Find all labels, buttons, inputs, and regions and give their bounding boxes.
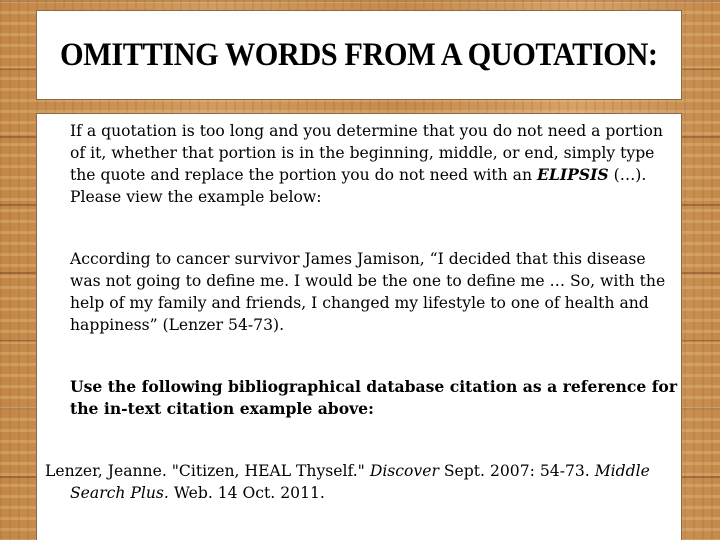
intro-tail: (…). Please view the example below: <box>70 166 647 206</box>
citation-author-title: Lenzer, Jeanne. "Citizen, HEAL Thyself." <box>45 462 370 480</box>
citation-publication: Discover <box>369 462 439 480</box>
example-quote-paragraph: According to cancer survivor James Jamison, “I decided that this disease was not going to define me. I would be the one to define me … So, with the help of my family and friends, I changed my lifestyle to one of health and happiness” (Lenzer 54-73). <box>70 250 666 334</box>
intro-paragraph <box>70 120 678 208</box>
intro-text: If a quotation is too long and you determine that you do not need a portion of it, whether that portion is in the beginning, middle, or end, simply type the quote and replace the portion you do not need with an <box>70 122 663 184</box>
citation-database: Middle Search Plus. <box>70 462 650 502</box>
citation-instruction: Use the following bibliographical database citation as a reference for the in-text citation example above: <box>70 377 678 418</box>
ellipsis-term: ELIPSIS <box>536 165 609 184</box>
works-cited-entry <box>45 460 679 504</box>
title-box <box>36 10 682 100</box>
citation-access: Web. 14 Oct. 2011. <box>168 484 325 502</box>
citation-pub-info: Sept. 2007: 54-73. <box>438 462 595 480</box>
slide-title: OMITTING WORDS FROM A QUOTATION: <box>60 36 658 73</box>
content-box <box>36 113 682 540</box>
